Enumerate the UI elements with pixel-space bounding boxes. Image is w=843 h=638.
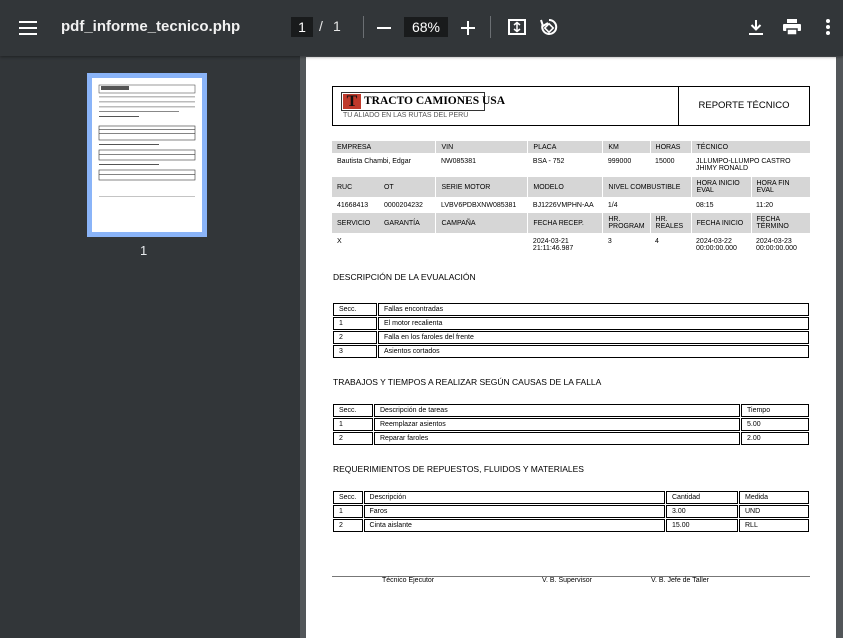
- page-separator: /: [319, 18, 323, 34]
- company-logo: [341, 92, 506, 111]
- table-cell: Falla en los faroles del frente: [378, 331, 809, 344]
- evaluation-table: [332, 302, 810, 359]
- info-label: EMPRESA: [332, 141, 436, 153]
- pdf-page: [306, 57, 836, 638]
- report-title: REPORTE TÉCNICO: [698, 100, 790, 111]
- table-cell: Cinta aislante: [364, 519, 665, 532]
- report-header: [332, 86, 810, 126]
- table-cell: 1: [333, 418, 373, 431]
- info-value: 2024-03-22 00:00:00.000: [696, 238, 737, 252]
- thumbnail-page-number: 1: [140, 243, 148, 258]
- column-header: Secc.: [333, 303, 377, 316]
- table-cell: 2: [333, 331, 377, 344]
- table-row: [333, 418, 809, 431]
- column-header: Fallas encontradas: [378, 303, 809, 316]
- table-cell: 2.00: [741, 432, 809, 445]
- info-label: TÉCNICO: [691, 141, 810, 153]
- toolbar-divider: [363, 16, 364, 38]
- column-header: Tiempo: [741, 404, 809, 417]
- info-label: MODELO: [528, 177, 603, 197]
- table-cell: Reparar faroles: [374, 432, 740, 445]
- table-cell: 2: [333, 519, 363, 532]
- info-value: 11:20: [756, 202, 773, 209]
- table-cell: 1: [333, 505, 363, 518]
- info-label: FECHA INICIO: [691, 213, 751, 233]
- info-value: 41668413: [337, 202, 369, 209]
- page-thumbnail[interactable]: [87, 73, 207, 237]
- zoom-in-button[interactable]: [458, 18, 478, 38]
- table-cell: Faros: [364, 505, 665, 518]
- info-label: KM: [603, 141, 650, 153]
- info-label: GARANTÍA: [379, 213, 436, 233]
- table-cell: Asientos cortados: [378, 345, 809, 358]
- table-row: [333, 345, 809, 358]
- info-value: 1/4: [607, 202, 618, 209]
- info-value-row: [332, 233, 810, 257]
- vehicle-info-table: [332, 141, 810, 257]
- rotate-icon[interactable]: [537, 15, 561, 39]
- zoom-out-button[interactable]: [374, 18, 394, 38]
- info-value: 999000: [607, 158, 632, 165]
- info-label: HORAS: [650, 141, 691, 153]
- table-cell: 3: [333, 345, 377, 358]
- info-value: 4: [655, 238, 659, 245]
- table-cell: 1: [333, 317, 377, 330]
- info-label: FECHA TÉRMINO: [751, 213, 810, 233]
- info-label: HR. REALES: [650, 213, 691, 233]
- file-name: pdf_informe_tecnico.php: [61, 18, 241, 35]
- table-cell: El motor recalienta: [378, 317, 809, 330]
- parts-section-title: REQUERIMIENTOS DE REPUESTOS, FLUIDOS Y MATERIALES: [333, 464, 584, 474]
- table-cell: 2: [333, 432, 373, 445]
- info-label: HORA INICIO EVAL: [691, 177, 751, 197]
- company-logo-area: [333, 87, 679, 125]
- column-header: Medida: [739, 491, 809, 504]
- info-value: [436, 233, 528, 257]
- column-header: Descripción: [364, 491, 665, 504]
- info-value: 2024-03-21 21:11:46.987: [532, 238, 574, 252]
- info-value: 0000204232: [383, 202, 423, 209]
- column-header: Descripción de tareas: [374, 404, 740, 417]
- thumbnail-preview: [92, 78, 202, 232]
- info-label-row: [332, 213, 810, 233]
- viewer-toolbar: [0, 0, 843, 56]
- table-row: [333, 432, 809, 445]
- table-cell: 5.00: [741, 418, 809, 431]
- table-cell: UND: [739, 505, 809, 518]
- info-label: SERVICIO: [332, 213, 379, 233]
- current-page-input[interactable]: 1: [291, 17, 313, 37]
- info-label: HORA FIN EVAL: [751, 177, 810, 197]
- info-value: 2024-03-23 00:00:00.000: [756, 238, 797, 252]
- info-value: LVBV6PDBXNW085381: [440, 202, 517, 209]
- info-label: OT: [379, 177, 436, 197]
- table-row: [333, 519, 809, 532]
- info-label: FECHA RECEP.: [528, 213, 603, 233]
- info-label: VIN: [436, 141, 528, 153]
- info-value: [379, 233, 436, 257]
- table-cell: 3.00: [666, 505, 738, 518]
- zoom-level-input[interactable]: 68%: [404, 17, 448, 37]
- info-value: BJ1226VMPHN-AA: [532, 202, 594, 209]
- info-label: NIVEL COMBUSTIBLE: [603, 177, 691, 197]
- tasks-table: [332, 403, 810, 446]
- info-label: PLACA: [528, 141, 603, 153]
- signature-technician: Técnico Ejecutor: [382, 577, 435, 584]
- info-label: CAMPAÑA: [436, 213, 528, 233]
- menu-icon[interactable]: [14, 14, 42, 42]
- table-header-row: [333, 303, 809, 316]
- info-label: HR. PROGRAM: [603, 213, 650, 233]
- signature-supervisor: V. B. Supervisor: [542, 577, 592, 584]
- more-options-icon[interactable]: [818, 16, 838, 38]
- print-icon[interactable]: [780, 16, 804, 38]
- info-value: JLLUMPO-LLUMPO CASTRO JHIMY RONALD: [696, 158, 791, 172]
- table-cell: RLL: [739, 519, 809, 532]
- info-label: SERIE MOTOR: [436, 177, 528, 197]
- info-value: Bautista Chambi, Edgar: [337, 158, 411, 165]
- info-value-row: [332, 197, 810, 213]
- info-value: X: [337, 238, 342, 245]
- logo-slogan: TU ALIADO EN LAS RUTAS DEL PERÚ: [343, 112, 469, 119]
- logo-letter: T: [343, 94, 361, 109]
- table-header-row: [333, 491, 809, 504]
- column-header: Secc.: [333, 404, 373, 417]
- evaluation-section-title: DESCRIPCIÓN DE LA EVUALACIÓN: [333, 272, 476, 282]
- parts-table: [332, 490, 810, 533]
- fit-page-icon[interactable]: [505, 16, 529, 38]
- info-value: 08:15: [696, 202, 714, 209]
- column-header: Secc.: [333, 491, 363, 504]
- table-row: [333, 331, 809, 344]
- tasks-section-title: TRABAJOS Y TIEMPOS A REALIZAR SEGÚN CAUSAS DE LA FALLA: [333, 377, 602, 387]
- table-cell: Reemplazar asientos: [374, 418, 740, 431]
- table-header-row: [333, 404, 809, 417]
- info-value: 15000: [655, 158, 675, 165]
- info-label: RUC: [332, 177, 379, 197]
- table-row: [333, 505, 809, 518]
- info-label-row: [332, 177, 810, 197]
- table-row: [333, 317, 809, 330]
- info-value: 3: [607, 238, 612, 245]
- table-cell: 15.00: [666, 519, 738, 532]
- info-value: NW085381: [440, 158, 476, 165]
- logo-name: TRACTO CAMIONES USA: [364, 95, 506, 107]
- info-label-row: [332, 141, 810, 153]
- info-value: BSA - 752: [532, 158, 565, 165]
- download-icon[interactable]: [745, 16, 767, 38]
- signature-workshop-chief: V. B. Jefe de Taller: [651, 577, 709, 584]
- toolbar-divider: [490, 16, 491, 38]
- column-header: Cantidad: [666, 491, 738, 504]
- info-value-row: [332, 153, 810, 177]
- total-pages: 1: [333, 18, 341, 34]
